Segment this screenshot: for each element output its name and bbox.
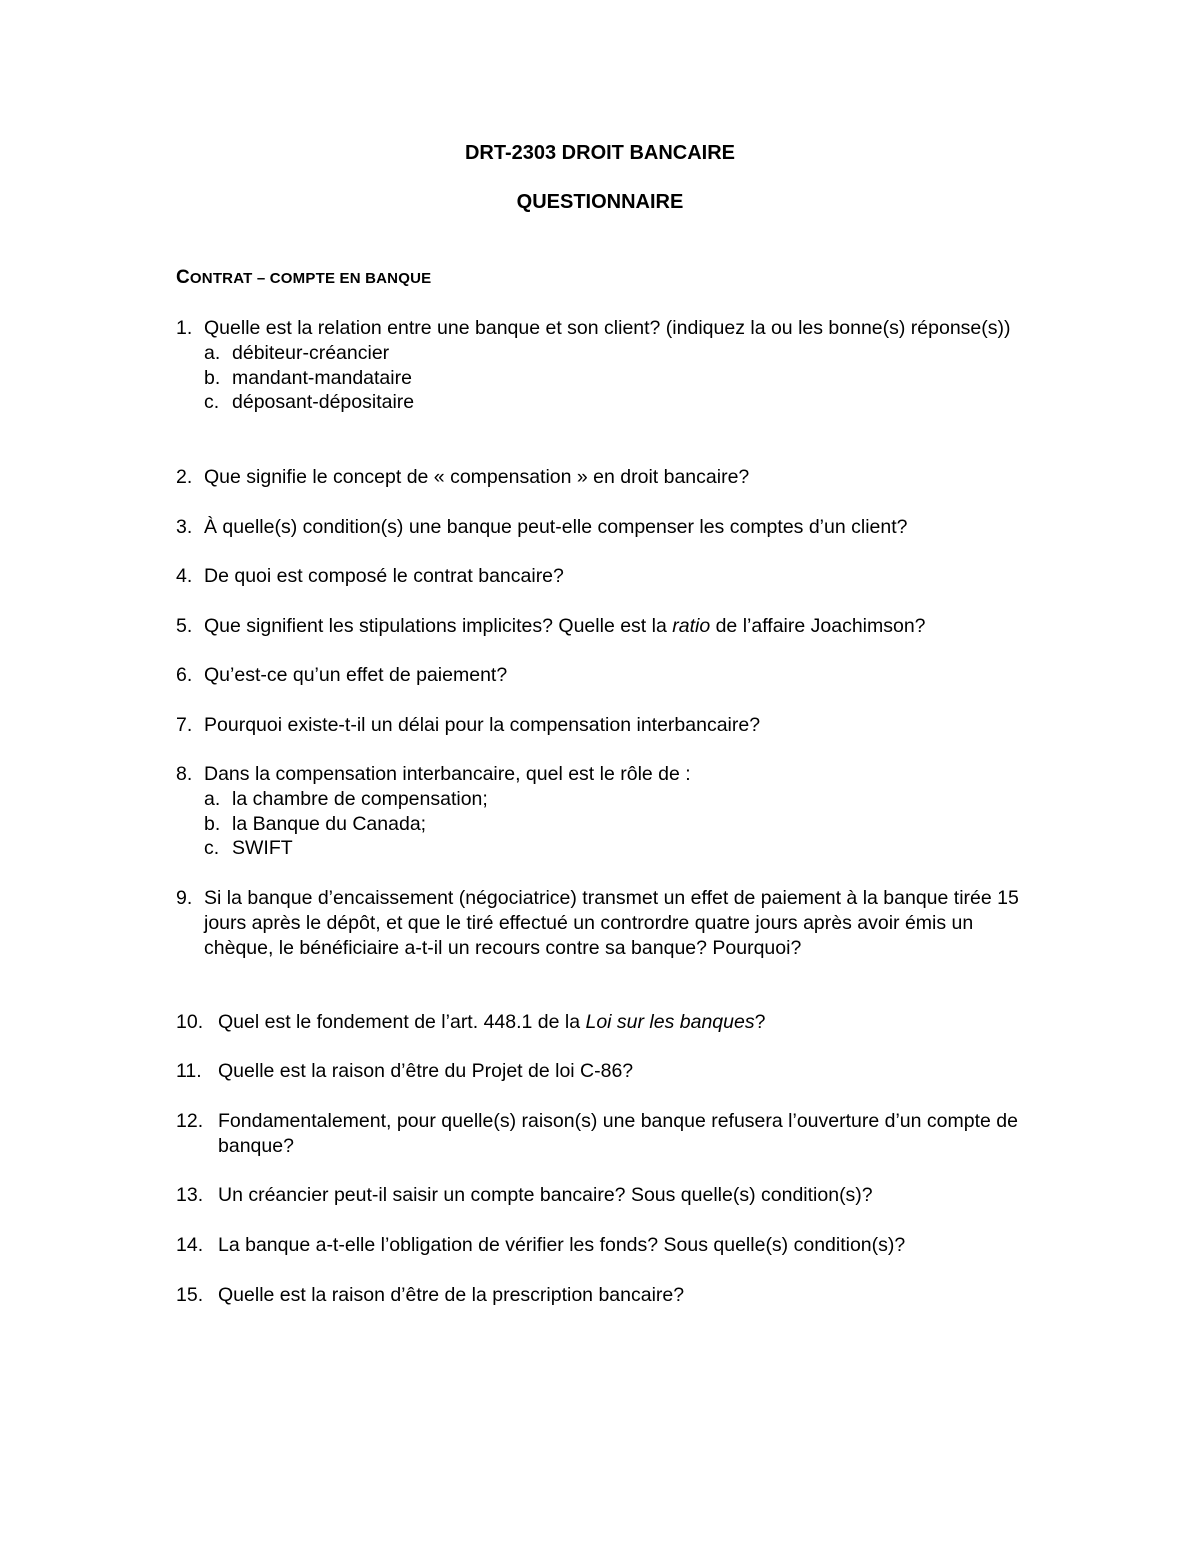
question-5 [176, 614, 1056, 639]
question-number: 9. [176, 887, 193, 909]
question-9 [176, 886, 1056, 960]
question-text: Quelle est la raison d’être du Projet de loi C-86? [218, 1060, 634, 1082]
option-letter: c. [204, 837, 220, 860]
question-number: 13. [176, 1184, 204, 1206]
question-number: 1. [176, 317, 193, 339]
question-number: 14. [176, 1234, 204, 1256]
question-number: 2. [176, 466, 193, 488]
answer-option-a [204, 787, 1056, 812]
option-letter: b. [204, 812, 221, 835]
question-text-end: de l’affaire Joachimson? [710, 615, 926, 637]
answer-option-c [204, 390, 1056, 415]
answer-option-c [204, 836, 1056, 861]
question-6 [176, 663, 1056, 688]
option-text: SWIFT [232, 837, 293, 860]
question-text: Si la banque d’encaissement (négociatrice) transmet un effet de paiement à la banque tirée 15 jours après le dépôt, et que le tiré effectué un contrordre quatre jours après avoir émis un chèque, le bénéficiaire a-t-il un recours contre sa banque? Pourquoi? [204, 887, 1019, 959]
question-2 [176, 465, 1056, 490]
question-number: 4. [176, 565, 193, 587]
question-number: 7. [176, 714, 193, 736]
question-text [218, 1010, 1056, 1035]
question-text: Que signifie le concept de « compensation » en droit bancaire? [204, 466, 750, 488]
answer-option-a [204, 341, 1056, 366]
question-text: Pourquoi existe-t-il un délai pour la compensation interbancaire? [204, 714, 761, 736]
option-letter: a. [204, 341, 221, 364]
question-text: Fondamentalement, pour quelle(s) raison(s) une banque refusera l’ouverture d’un compte de banque? [218, 1110, 1018, 1157]
question-12 [176, 1109, 1056, 1159]
section-heading-initial: C [176, 267, 190, 288]
option-text: mandant-mandataire [232, 366, 412, 389]
question-number: 8. [176, 763, 193, 785]
question-text: De quoi est composé le contrat bancaire? [204, 565, 564, 587]
course-title: DRT-2303 DROIT BANCAIRE [464, 142, 736, 164]
answer-option-b [204, 812, 1056, 837]
question-3 [176, 515, 1056, 540]
document-type-title: QUESTIONNAIRE [516, 191, 684, 213]
section-heading-rest: ONTRAT – COMPTE EN BANQUE [189, 270, 432, 287]
question-text-start: Quel est le fondement de l’art. 448.1 de la [218, 1011, 586, 1033]
option-letter: b. [204, 366, 221, 389]
question-text: La banque a-t-elle l’obligation de vérifier les fonds? Sous quelle(s) condition(s)? [218, 1234, 906, 1256]
question-text [204, 614, 1056, 639]
question-text: Quelle est la relation entre une banque et son client? (indiquez la ou les bonne(s) réponse(s)) [204, 317, 1011, 339]
question-15 [176, 1283, 1056, 1308]
question-11 [176, 1059, 1056, 1084]
question-text: À quelle(s) condition(s) une banque peut-elle compenser les comptes d’un client? [204, 516, 908, 538]
option-letter: a. [204, 787, 221, 810]
question-8 [176, 762, 1056, 861]
question-text-start: Que signifient les stipulations implicites? Quelle est la [204, 615, 673, 637]
question-number: 5. [176, 615, 193, 637]
question-number: 10. [176, 1011, 204, 1033]
question-text-end: ? [754, 1011, 766, 1033]
option-text: la Banque du Canada; [232, 812, 427, 835]
italic-term: Loi sur les banques [585, 1011, 755, 1033]
question-text: Dans la compensation interbancaire, quel est le rôle de : [204, 763, 691, 785]
question-number: 6. [176, 664, 193, 686]
answer-option-b [204, 366, 1056, 391]
question-4 [176, 564, 1056, 589]
option-text: débiteur-créancier [232, 341, 390, 364]
question-text: Un créancier peut-il saisir un compte bancaire? Sous quelle(s) condition(s)? [218, 1184, 873, 1206]
option-text: déposant-dépositaire [232, 391, 415, 414]
question-number: 11. [176, 1060, 202, 1082]
question-1 [176, 316, 1056, 415]
question-number: 3. [176, 516, 193, 538]
question-14 [176, 1233, 1056, 1258]
question-13 [176, 1183, 1056, 1208]
question-text: Qu’est-ce qu’un effet de paiement? [204, 664, 508, 686]
section-heading [176, 266, 431, 291]
option-text: la chambre de compensation; [232, 787, 488, 810]
italic-term: ratio [672, 615, 711, 637]
option-letter: c. [204, 391, 220, 414]
question-number: 12. [176, 1110, 204, 1132]
question-text: Quelle est la raison d’être de la prescription bancaire? [218, 1284, 685, 1306]
question-7 [176, 713, 1056, 738]
question-10 [176, 1010, 1056, 1035]
question-number: 15. [176, 1284, 204, 1306]
